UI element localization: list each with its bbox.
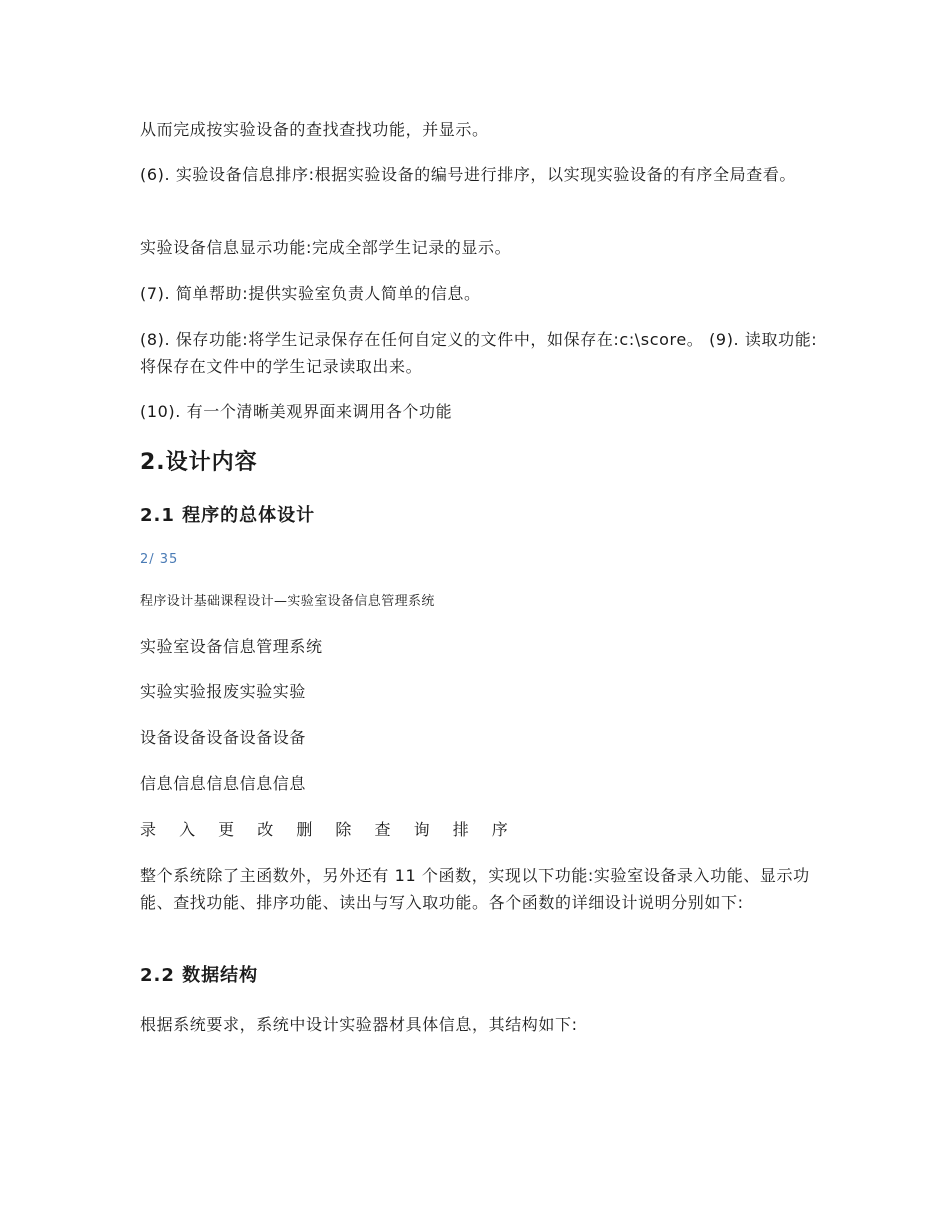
paragraph-display-function: 实验设备信息显示功能:完成全部学生记录的显示。 [140, 238, 512, 257]
heading-design-content: 2.设计内容 [140, 450, 258, 475]
paragraph-summary: 整个系统除了主函数外，另外还有 11 个函数，实现以下功能:实验室设备录入功能、显示功能、查找功能、排序功能、读出与写入取功能。各个函数的详细设计说明分别如下: [140, 866, 810, 912]
paragraph-item-8-9: (8). 保存功能:将学生记录保存在任何自定义的文件中，如保存在:c:\score。 (9). 读取功能:将保存在文件中的学生记录读取出来。 [140, 330, 818, 376]
tree-row-1: 实验实验报废实验实验 [140, 682, 307, 701]
paragraph-item-6: (6). 实验设备信息排序:根据实验设备的编号进行排序，以实现实验设备的有序全局查看。 [140, 165, 797, 184]
heading-data-structure: 2.2 数据结构 [140, 965, 259, 986]
paragraph-data-intro: 根据系统要求，系统中设计实验器材具体信息，其结构如下: [140, 1015, 578, 1034]
paragraph-item-10: (10). 有一个清晰美观界面来调用各个功能 [140, 402, 453, 421]
running-header: 程序设计基础课程设计—实验室设备信息管理系统 [140, 594, 435, 609]
tree-row-4: 录 入 更 改 删 除 查 询 排 序 [140, 820, 517, 839]
tree-root-label: 实验室设备信息管理系统 [140, 637, 323, 656]
page-number: 2/ 35 [140, 552, 179, 567]
tree-row-2: 设备设备设备设备设备 [140, 728, 307, 747]
heading-overall-design: 2.1 程序的总体设计 [140, 505, 316, 526]
tree-row-3: 信息信息信息信息信息 [140, 774, 307, 793]
paragraph-search-result: 从而完成按实验设备的查找查找功能，并显示。 [140, 120, 489, 139]
paragraph-item-7: (7). 简单帮助:提供实验室负责人简单的信息。 [140, 284, 481, 303]
